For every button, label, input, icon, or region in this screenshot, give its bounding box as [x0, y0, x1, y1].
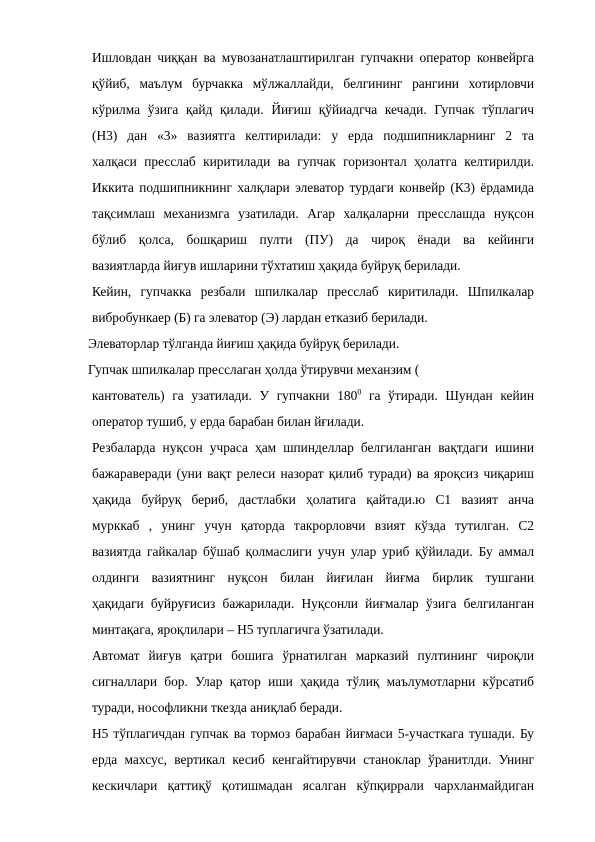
paragraph-line-4: (Н3) дан «3» вазиятга келтирилади: у ерда подшипникларнинг 2 та [92, 128, 534, 143]
paragraph-line-15: оператор тушиб, у ерда барабан билан йғилади. [92, 414, 365, 429]
paragraph-line-24: Автомат йиғув қатри бошига ўрнатилган марказий пултининг чироқли [92, 648, 534, 663]
paragraph-line-8: бўлиб қолса, бошқариш пулти (ПУ) да чироқ ёнади ва кейинги [92, 232, 534, 247]
paragraph-line-10: Кейин, гупчакка резбали шпилкалар пресслаб киритилади. Шпилкалар [92, 284, 534, 299]
paragraph-line-5: халқаси пресслаб киритилади ва гупчак горизонтал ҳолатга келтирилди. [92, 154, 534, 169]
paragraph-line-26: туради, нософликни ткезда аниқлаб беради. [92, 700, 343, 715]
paragraph-line-28: ерда махсус, вертикал кесиб кенгайтирувчи станоклар ўранитлди. Унинг [92, 752, 534, 767]
paragraph-line-22: ҳақидаги буйруғисиз бажарилади. Нуқсонли йиғмалар ўзига белгиланган [92, 596, 534, 611]
paragraph-line-6: Иккита подшипникнинг халқлари элеватор турдаги конвейр (К3) ёрдамида [92, 180, 534, 195]
paragraph-line-3: кўрилма ўзига қайд қилади. Йиғиш қўйиадгча кечади. Гупчак тўплагич [92, 102, 534, 117]
paragraph-line-11: вибробункаер (Б) га элеватор (Э) лардан етказиб берилади. [92, 310, 428, 325]
paragraph-line-9: вазиятларда йиғув ишларини тўхтатиш ҳақида буйруқ берилади. [92, 258, 461, 273]
paragraph-line-27: Н5 тўплагичдан гупчак ва тормоз барабан йиғмаси 5-участкага тушади. Бу [92, 726, 534, 741]
paragraph-line-16: Резбаларда нуқсон учраса ҳам шпинделлар белгиланган вақтдаги ишини [92, 440, 534, 455]
paragraph-line-25: сигналлари бор. Улар қатор иши ҳақида тўлиқ маълумотларни кўрсатиб [92, 674, 534, 689]
paragraph-line-7: тақсимлаш механизмга узатилади. Агар халқаларни пресслашда нуқсон [92, 206, 534, 221]
paragraph-line-2: қўйиб, маълум бурчакка мўлжаллайди, белгининг рангини хотирловчи [92, 76, 534, 91]
paragraph-line-19: мурккаб , унинг учун қаторда такрорловчи взият кўзда тутилган. С2 [92, 518, 534, 533]
paragraph-line-14 [92, 388, 534, 404]
paragraph-line-21: олдинги вазиятнинг нуқсон билан йиғилан йиғма бирлик тушгани [92, 570, 534, 585]
line-14-text-a: кантователь) га узатилади. У гупчакни 180 [92, 388, 358, 403]
paragraph-line-23: минтақага, яроқлилари – Н5 туплагичга ўзатилади. [92, 622, 384, 637]
paragraph-line-29: кескичлари қаттиқў қотишмадан ясалган кўпқиррали чархланмайдиган [92, 778, 534, 793]
paragraph-line-18: ҳақида буйруқ бериб, дастлабки ҳолатига қайтади.ю С1 вазият анча [92, 492, 534, 507]
paragraph-line-1: Ишловдан чиққан ва мувозанатлаштирилган гупчакни оператор конвейрга [92, 50, 534, 65]
paragraph-line-17: бажараверади (уни вақт релеси назорат қилиб туради) ва яроқсиз чиқариш [92, 466, 534, 481]
paragraph-line-12: Элеваторлар тўлганда йиғиш ҳақида буйруқ берилади. [88, 336, 400, 351]
paragraph-line-13: Гупчак шпилкалар пресслаган ҳолда ўтирувчи механзим ( [88, 362, 420, 377]
paragraph-line-20: вазиятда гайкалар бўшаб қолмаслиги учун улар уриб қўйилади. Бу аммал [92, 544, 534, 559]
degree-superscript: 0 [357, 387, 362, 397]
line-14-text-b: га ўтиради. Шундан кейин [361, 388, 534, 403]
